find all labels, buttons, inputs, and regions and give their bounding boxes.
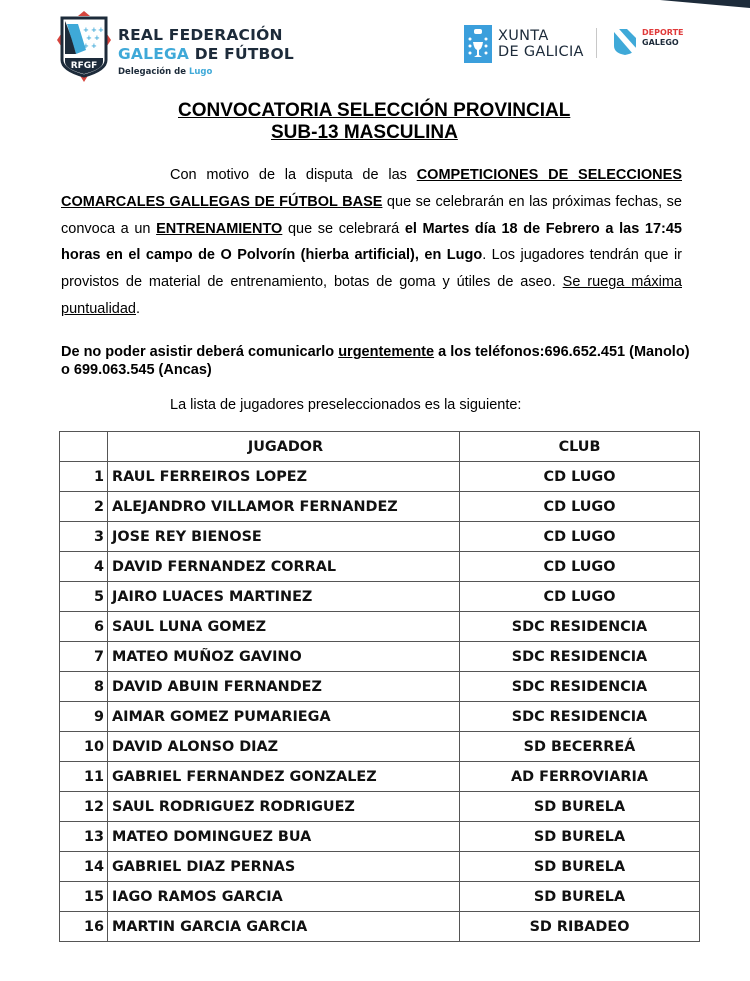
- table-row: [60, 912, 700, 942]
- rfgf-shield-icon: [56, 10, 112, 82]
- corner-decoration: [640, 0, 750, 10]
- row-number: 10: [60, 732, 108, 762]
- header-club: CLUB: [460, 432, 700, 462]
- svg-text:+: +: [94, 34, 100, 42]
- xunta-line2: DE GALICIA: [498, 44, 584, 60]
- row-number: 4: [60, 552, 108, 582]
- player-club: SD BURELA: [460, 822, 700, 852]
- page-subtitle: SUB-13 MASCULINA: [271, 122, 458, 143]
- table-row: [60, 582, 700, 612]
- announcement-paragraph: Con motivo de la disputa de las COMPETICIONES DE SELECCIONES COMARCALES GALLEGAS DE FÚTBOL BASE que se celebrarán en las próximas fechas, se convoca a un ENTRENAMIENTO que se celebrará el Martes día 18 de Febrero a las 17:45 horas en el campo de O Polvorín (hierba artificial), en Lugo. Los jugadores tendrán que ir provistos de material de entrenamiento, botas de goma y útiles de aseo. Se ruega máxima puntualidad.: [61, 167, 682, 317]
- table-row: [60, 642, 700, 672]
- training-datetime-location: el Martes día 18 de Febrero a las 17:45 horas en el campo de O Polvorín (hierba artificial), en Lugo: [61, 220, 682, 264]
- row-number: 13: [60, 822, 108, 852]
- svg-text:+: +: [91, 26, 97, 34]
- table-row: [60, 672, 700, 702]
- player-name: JAIRO LUACES MARTINEZ: [108, 582, 460, 612]
- table-row: [60, 552, 700, 582]
- player-club: SD BURELA: [460, 792, 700, 822]
- player-club: AD FERROVIARIA: [460, 762, 700, 792]
- row-number: 11: [60, 762, 108, 792]
- player-name: RAUL FERREIROS LOPEZ: [108, 462, 460, 492]
- deporte-galego-logo: [613, 28, 684, 56]
- player-club: SD RIBADEO: [460, 912, 700, 942]
- deporte-line1: DEPORTE: [642, 28, 684, 37]
- row-number: 2: [60, 492, 108, 522]
- row-number: 8: [60, 672, 108, 702]
- header-number: [60, 432, 108, 462]
- player-club: SD BURELA: [460, 882, 700, 912]
- row-number: 9: [60, 702, 108, 732]
- row-number: 6: [60, 612, 108, 642]
- deporte-galego-shield-icon: [613, 28, 637, 56]
- list-intro: La lista de jugadores preseleccionados es la siguiente:: [170, 397, 522, 413]
- player-club: CD LUGO: [460, 462, 700, 492]
- svg-text:+: +: [98, 26, 104, 34]
- row-number: 14: [60, 852, 108, 882]
- table-row: [60, 492, 700, 522]
- player-club: SD BURELA: [460, 852, 700, 882]
- player-name: MARTIN GARCIA GARCIA: [108, 912, 460, 942]
- svg-text:+: +: [91, 42, 97, 50]
- player-name: DAVID ALONSO DIAZ: [108, 732, 460, 762]
- table-row: [60, 762, 700, 792]
- svg-text:+: +: [86, 34, 92, 42]
- rfgf-delegation: Delegación de Lugo: [118, 67, 213, 77]
- table-row: [60, 702, 700, 732]
- rfgf-name-line1: REAL FEDERACIÓN: [118, 26, 283, 44]
- contact-paragraph: De no poder asistir deberá comunicarlo urgentemente a los teléfonos:696.652.451 (Manolo) o 699.063.545 (Ancas): [61, 344, 690, 378]
- logo-separator: [596, 28, 597, 58]
- player-name: GABRIEL FERNANDEZ GONZALEZ: [108, 762, 460, 792]
- player-name: DAVID ABUIN FERNANDEZ: [108, 672, 460, 702]
- deporte-line2: GALEGO: [642, 38, 679, 47]
- player-club: SDC RESIDENCIA: [460, 702, 700, 732]
- svg-text:+: +: [83, 26, 89, 34]
- player-name: MATEO DOMINGUEZ BUA: [108, 822, 460, 852]
- player-name: JOSE REY BIENOSE: [108, 522, 460, 552]
- player-name: MATEO MUÑOZ GAVINO: [108, 642, 460, 672]
- player-club: SDC RESIDENCIA: [460, 642, 700, 672]
- row-number: 1: [60, 462, 108, 492]
- player-name: DAVID FERNANDEZ CORRAL: [108, 552, 460, 582]
- page-title: CONVOCATORIA SELECCIÓN PROVINCIAL: [178, 100, 571, 121]
- table-row: [60, 522, 700, 552]
- xunta-emblem-icon: [464, 25, 492, 63]
- row-number: 3: [60, 522, 108, 552]
- player-club: CD LUGO: [460, 522, 700, 552]
- player-name: ALEJANDRO VILLAMOR FERNANDEZ: [108, 492, 460, 522]
- player-name: AIMAR GOMEZ PUMARIEGA: [108, 702, 460, 732]
- player-name: SAUL RODRIGUEZ RODRIGUEZ: [108, 792, 460, 822]
- header-player: JUGADOR: [108, 432, 460, 462]
- player-club: SD BECERREÁ: [460, 732, 700, 762]
- row-number: 7: [60, 642, 108, 672]
- players-table: [59, 431, 700, 942]
- xunta-logo: [464, 25, 584, 63]
- table-row: [60, 792, 700, 822]
- row-number: 5: [60, 582, 108, 612]
- player-club: SDC RESIDENCIA: [460, 612, 700, 642]
- player-club: CD LUGO: [460, 582, 700, 612]
- competition-name: COMPETICIONES DE SELECCIONES COMARCALES GALLEGAS DE FÚTBOL BASE: [61, 167, 682, 210]
- row-number: 12: [60, 792, 108, 822]
- xunta-line1: XUNTA: [498, 28, 549, 44]
- svg-text:+: +: [83, 42, 89, 50]
- row-number: 16: [60, 912, 108, 942]
- rfgf-logo: [56, 10, 294, 82]
- table-row: [60, 822, 700, 852]
- row-number: 15: [60, 882, 108, 912]
- table-row: [60, 852, 700, 882]
- player-club: CD LUGO: [460, 552, 700, 582]
- table-row: [60, 612, 700, 642]
- player-name: GABRIEL DIAZ PERNAS: [108, 852, 460, 882]
- player-club: CD LUGO: [460, 492, 700, 522]
- table-header-row: [60, 432, 700, 462]
- player-club: SDC RESIDENCIA: [460, 672, 700, 702]
- table-row: [60, 882, 700, 912]
- player-name: SAUL LUNA GOMEZ: [108, 612, 460, 642]
- table-row: [60, 732, 700, 762]
- player-name: IAGO RAMOS GARCIA: [108, 882, 460, 912]
- training-label: ENTRENAMIENTO: [156, 220, 283, 237]
- rfgf-name-line2: GALEGA DE FÚTBOL: [118, 45, 294, 63]
- table-row: [60, 462, 700, 492]
- svg-text:RFGF: RFGF: [70, 61, 98, 71]
- punctuality-note: Se ruega máxima puntualidad: [61, 274, 682, 317]
